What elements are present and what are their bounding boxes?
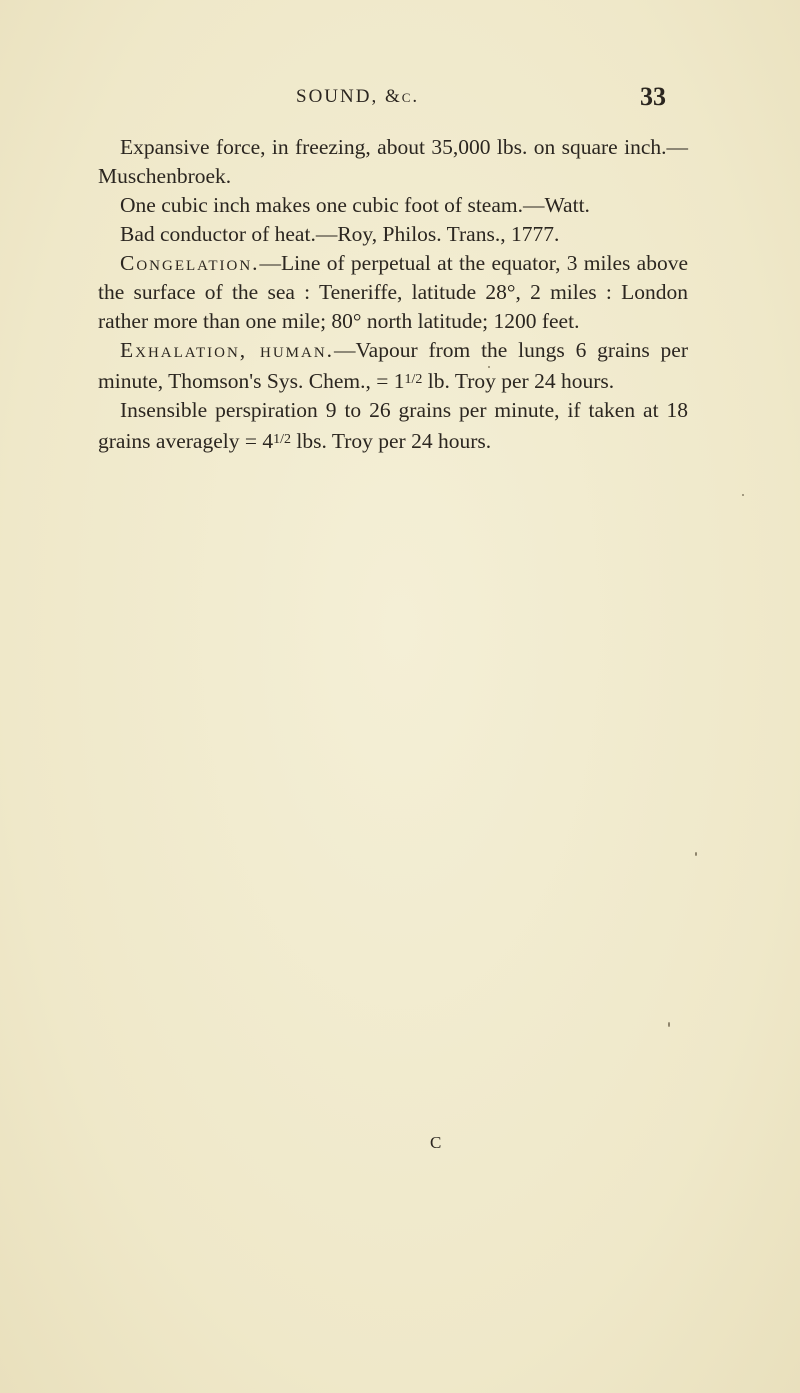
- entry-text-exhalation-b: lb. Troy per 24 hours.: [422, 369, 615, 393]
- running-head: SOUND, &c.: [296, 86, 420, 107]
- entry-text-perspiration-a: Insensible perspiration 9 to 26 grains per minute, if taken at 18 grains averagely = 4: [98, 398, 688, 453]
- paragraph-expansive-force: Expansive force, in freezing, about 35,000 lbs. on square inch.—Muschenbroek.: [98, 135, 688, 188]
- paragraph-conductor: Bad conductor of heat.—Roy, Philos. Trans., 1777.: [120, 222, 560, 246]
- paragraph-steam: One cubic inch makes one cubic foot of steam.—Watt.: [120, 193, 590, 217]
- page-number: 33: [640, 82, 666, 111]
- entry-text-perspiration-b: lbs. Troy per 24 hours.: [291, 429, 492, 453]
- signature-mark: C: [430, 1133, 442, 1152]
- entry-term-congelation: Congelation.: [120, 251, 260, 275]
- entry-term-exhalation: Exhalation, human.: [120, 338, 335, 362]
- paper-speck: [488, 366, 490, 368]
- paper-speck: [668, 1022, 670, 1027]
- paragraph-exhalation: [98, 336, 688, 396]
- body-text: [98, 133, 688, 456]
- fraction-half: 1/2: [404, 372, 423, 387]
- page-header: [0, 82, 800, 116]
- entry-text-congelation: —Line of perpetual at the equator, 3 miles above the surface of the sea : Teneriffe, latitude 28°, 2 miles : London rather more than one mile; 80° north latitude; 1200 feet.: [98, 251, 688, 333]
- paper-speck: [695, 852, 697, 856]
- paper-speck: [742, 494, 744, 496]
- paragraph-congelation: [98, 249, 688, 336]
- entry-text-exhalation-a: —Vapour from the lungs 6 grains per minute, Thomson's Sys. Chem., = 1: [98, 338, 688, 393]
- fraction-half: 1/2: [273, 432, 291, 447]
- paragraph-perspiration: [98, 396, 688, 456]
